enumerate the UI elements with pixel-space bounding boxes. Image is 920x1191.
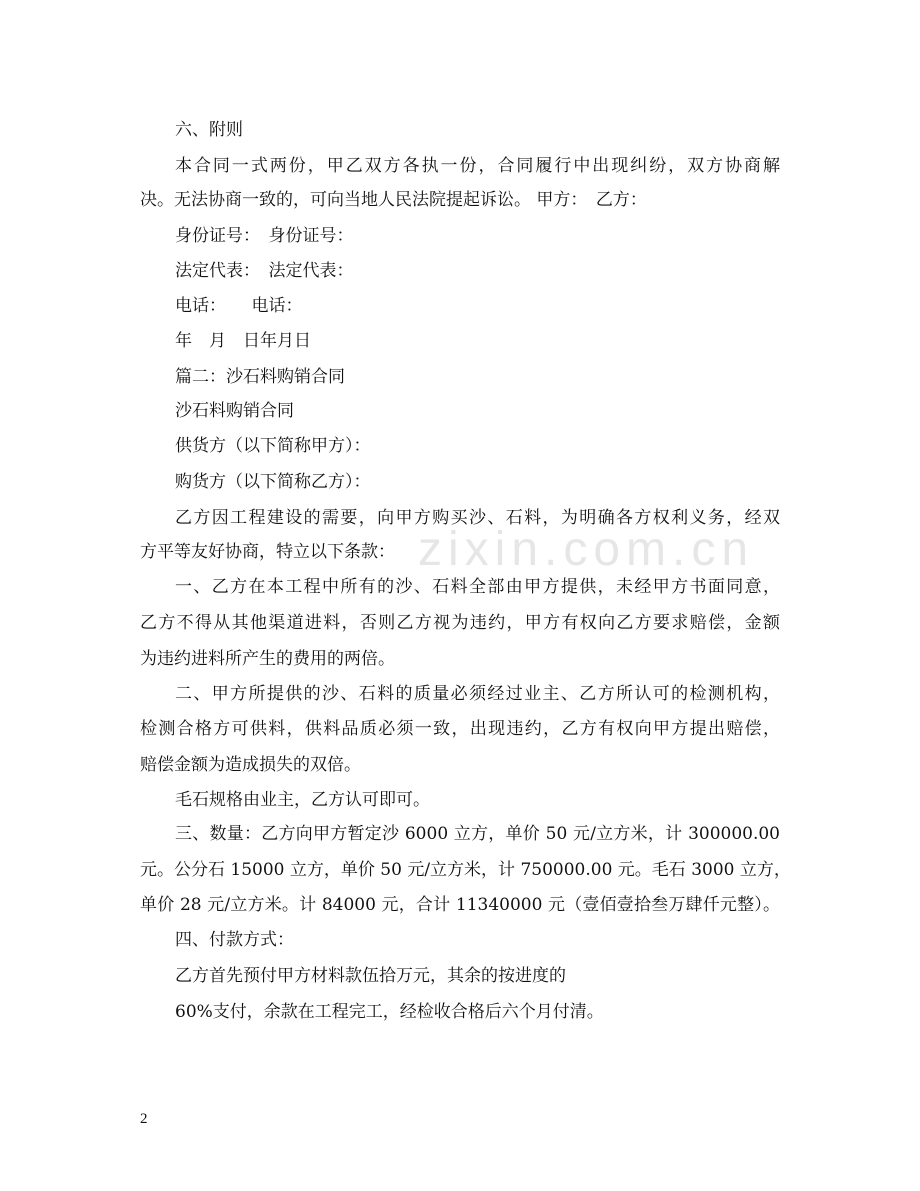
paragraph-line: 方平等友好协商，特立以下条款： [140,542,395,562]
buyer-line: 购货方（以下简称乙方）： [175,472,371,492]
document-title: 沙石料购销合同 [175,401,294,421]
paragraph-line: 决。无法协商一致的，可向当地人民法院提起诉讼。 甲方： 乙方： [140,190,647,210]
signature-line: 电话： 电话： [175,296,303,316]
date-line: 年 月 日年月日 [175,331,311,351]
section-heading: 六、附则 [175,120,243,140]
paragraph-line: 乙方因工程建设的需要，向甲方购买沙、石料，为明确各方权利义务，经双 [175,508,780,528]
paragraph-line: 赔偿金额为造成损失的双倍。 [140,755,361,775]
paragraph-line: 元。公分石 15000 立方，单价 50 元/立方米，计 750000.00 元。毛石 3000 立方， [140,860,791,880]
supplier-line: 供货方（以下简称甲方）： [175,436,371,456]
paragraph-line: 乙方首先预付甲方材料款伍拾万元，其余的按进度的 [175,966,566,986]
signature-line: 法定代表： 法定代表： [175,261,354,281]
section-heading: 篇二：沙石料购销合同 [175,367,345,387]
paragraph-line: 二、甲方所提供的沙、石料的质量必须经过业主、乙方所认可的检测机构， [175,684,780,704]
paragraph-line: 毛石规格由业主，乙方认可即可。 [175,790,430,810]
paragraph-line: 检测合格方可供料，供料品质必须一致，出现违约，乙方有权向甲方提出赔偿， [140,719,780,739]
paragraph-line: 一、乙方在本工程中所有的沙、石料全部由甲方提供，未经甲方书面同意， [175,577,780,597]
paragraph-line: 单价 28 元/立方米。计 84000 元，合计 11340000 元（壹佰壹拾叁万肆仟元整）。 [140,895,780,915]
paragraph-line: 三、数量：乙方向甲方暂定沙 6000 立方，单价 50 元/立方米，计 300000.00 [175,824,780,844]
paragraph-line: 本合同一式两份，甲乙双方各执一份，合同履行中出现纠纷，双方协商解 [175,156,780,176]
signature-line: 身份证号： 身份证号： [175,226,354,246]
section-heading: 四、付款方式： [175,930,294,950]
watermark: zixin.com.cn [418,523,755,576]
page-number: 2 [140,1111,148,1127]
paragraph-line: 为违约进料所产生的费用的两倍。 [140,649,395,669]
paragraph-line: 60%支付，余款在工程完工，经检收合格后六个月付清。 [175,1002,604,1022]
paragraph-line: 乙方不得从其他渠道进料，否则乙方视为违约，甲方有权向乙方要求赔偿，金额 [140,613,780,633]
